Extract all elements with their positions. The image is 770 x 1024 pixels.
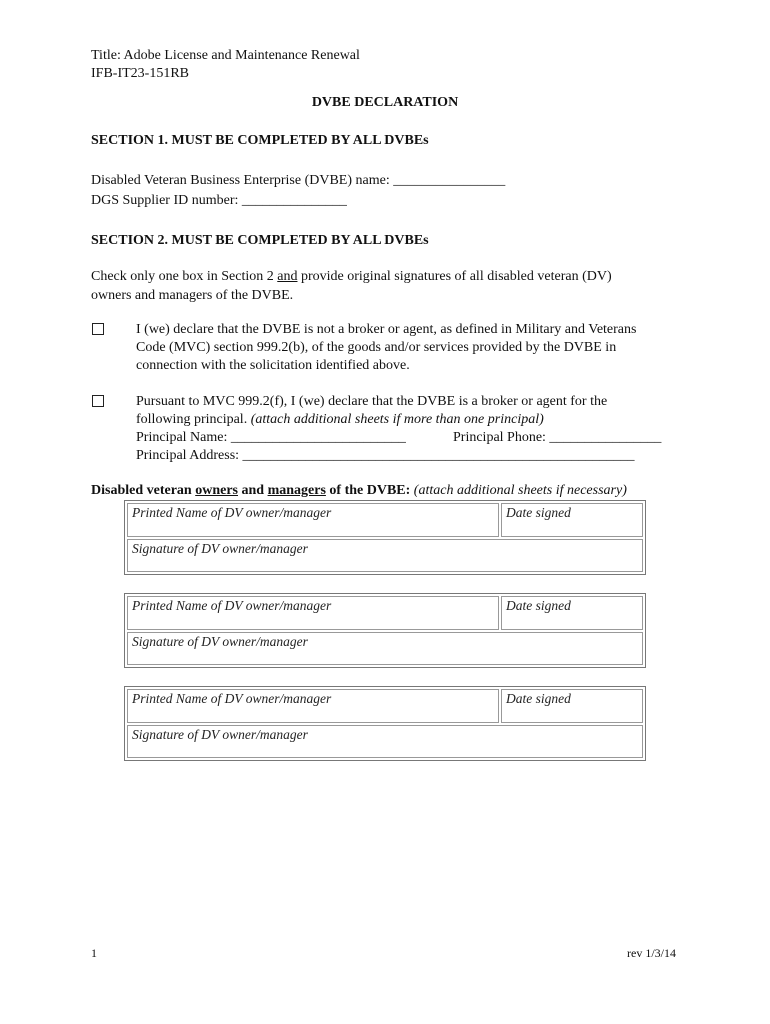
owners-heading: Disabled veteran owners and managers of the DVBE: (attach additional sheets if necessary)	[91, 483, 627, 498]
printed-name-field[interactable]: Printed Name of DV owner/manager	[127, 503, 499, 537]
date-signed-field[interactable]: Date signed	[501, 503, 643, 537]
option1-text-line3: connection with the solicitation identified above.	[136, 358, 410, 373]
page-number: 1	[91, 946, 97, 960]
date-signed-field[interactable]: Date signed	[501, 596, 643, 630]
not-broker-checkbox[interactable]	[92, 323, 104, 335]
printed-name-field[interactable]: Printed Name of DV owner/manager	[127, 596, 499, 630]
section2-instructions: Check only one box in Section 2 and provide original signatures of all disabled veteran (DV)	[91, 269, 612, 284]
revision-date: rev 1/3/14	[627, 946, 676, 960]
signature-field[interactable]: Signature of DV owner/manager	[127, 539, 643, 572]
owner-signature-block	[124, 500, 646, 575]
owners-note: (attach additional sheets if necessary)	[413, 483, 627, 498]
page-heading: DVBE DECLARATION	[311, 95, 459, 110]
ifb-number: IFB-IT23-151RB	[91, 66, 189, 81]
principal-phone-field[interactable]: Principal Phone: ________________	[453, 430, 662, 445]
principal-address-field[interactable]: Principal Address: ________________________________________________________	[136, 448, 635, 463]
attach-note: (attach additional sheets if more than one principal)	[250, 412, 544, 427]
option2-text-line2: following principal. (attach additional sheets if more than one principal)	[136, 412, 544, 427]
owner-signature-block	[124, 593, 646, 668]
principal-name-field[interactable]: Principal Name: _________________________	[136, 430, 406, 445]
document-title: Title: Adobe License and Maintenance Renewal	[91, 48, 360, 63]
owner-signature-block	[124, 686, 646, 761]
supplier-id-field[interactable]: DGS Supplier ID number: _______________	[91, 193, 347, 208]
emphasis-and: and	[277, 269, 298, 284]
printed-name-field[interactable]: Printed Name of DV owner/manager	[127, 689, 499, 723]
section2-heading: SECTION 2. MUST BE COMPLETED BY ALL DVBEs	[91, 233, 429, 248]
signature-field[interactable]: Signature of DV owner/manager	[127, 632, 643, 665]
dvbe-name-field[interactable]: Disabled Veteran Business Enterprise (DVBE) name: ________________	[91, 173, 506, 188]
section2-instructions-line2: owners and managers of the DVBE.	[91, 288, 294, 303]
date-signed-field[interactable]: Date signed	[501, 689, 643, 723]
broker-checkbox[interactable]	[92, 395, 104, 407]
option1-text-line1: I (we) declare that the DVBE is not a broker or agent, as defined in Military and Veterans	[136, 322, 637, 337]
option2-text-line1: Pursuant to MVC 999.2(f), I (we) declare that the DVBE is a broker or agent for the	[136, 394, 608, 409]
section1-heading: SECTION 1. MUST BE COMPLETED BY ALL DVBEs	[91, 133, 429, 148]
option1-text-line2: Code (MVC) section 999.2(b), of the goods and/or services provided by the DVBE in	[136, 340, 617, 355]
signature-field[interactable]: Signature of DV owner/manager	[127, 725, 643, 758]
